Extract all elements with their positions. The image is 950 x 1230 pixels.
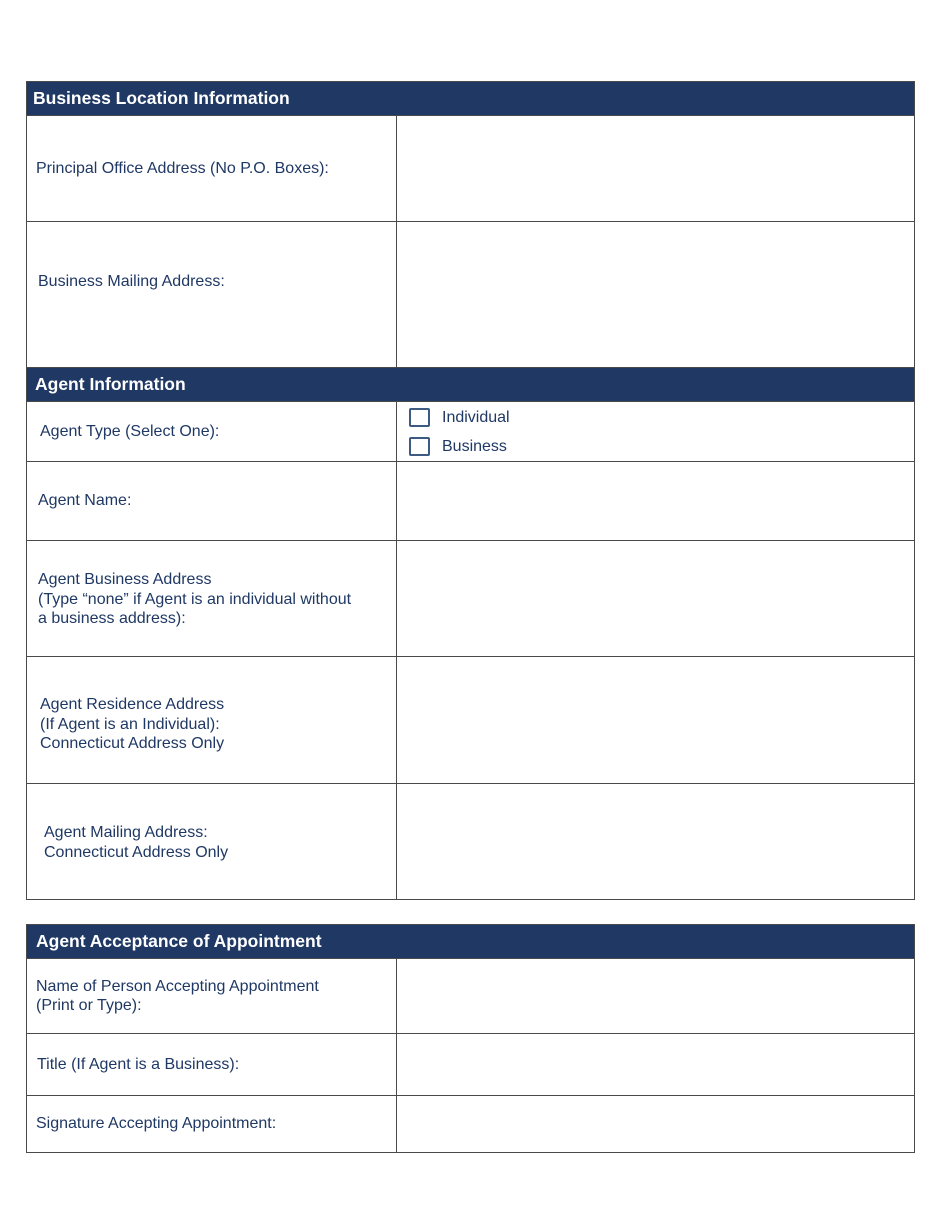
principal-office-input[interactable] [397,116,914,221]
agent-info-header [27,368,914,402]
title-row [27,1034,914,1096]
agent-residence-address-input[interactable] [397,657,914,783]
agent-residence-address-row [27,657,914,784]
agent-name-input[interactable] [397,462,914,540]
acceptor-name-row [27,959,914,1034]
business-mailing-row [27,222,914,368]
agent-name-row [27,462,914,541]
principal-office-label: Principal Office Address (No P.O. Boxes): [27,116,397,221]
acceptor-name-label: Name of Person Accepting Appointment (Print or Type): [27,959,397,1033]
business-location-title: Business Location Information [33,88,290,108]
business-mailing-input[interactable] [397,222,914,367]
title-input[interactable] [397,1034,914,1095]
agent-business-address-label: Agent Business Address (Type “none” if Agent is an individual without a business address): [27,541,397,656]
agent-type-row [27,402,914,462]
agent-business-address-row [27,541,914,657]
business-location-header [27,82,914,116]
agent-type-options [397,402,914,461]
agent-business-address-input[interactable] [397,541,914,656]
acceptor-name-input[interactable] [397,959,914,1033]
agent-name-label: Agent Name: [27,462,397,540]
option-individual[interactable] [397,403,914,432]
option-individual-label: Individual [442,408,510,426]
checkbox-individual[interactable] [409,408,430,427]
signature-row [27,1096,914,1152]
title-label: Title (If Agent is a Business): [27,1034,397,1095]
agent-mailing-address-row [27,784,914,899]
signature-label: Signature Accepting Appointment: [27,1096,397,1152]
business-agent-table [26,81,915,900]
principal-office-row [27,116,914,222]
agent-info-title: Agent Information [35,374,186,394]
acceptance-title: Agent Acceptance of Appointment [36,931,322,951]
agent-type-label: Agent Type (Select One): [27,402,397,461]
agent-residence-address-label: Agent Residence Address (If Agent is an Individual): Connecticut Address Only [27,657,397,783]
agent-mailing-address-input[interactable] [397,784,914,899]
acceptance-header [27,925,914,959]
agent-mailing-address-label: Agent Mailing Address: Connecticut Address Only [27,784,397,899]
option-business[interactable] [397,432,914,461]
signature-input[interactable] [397,1096,914,1152]
checkbox-business[interactable] [409,437,430,456]
acceptance-table [26,924,915,1153]
business-mailing-label: Business Mailing Address: [27,222,397,367]
option-business-label: Business [442,437,507,455]
